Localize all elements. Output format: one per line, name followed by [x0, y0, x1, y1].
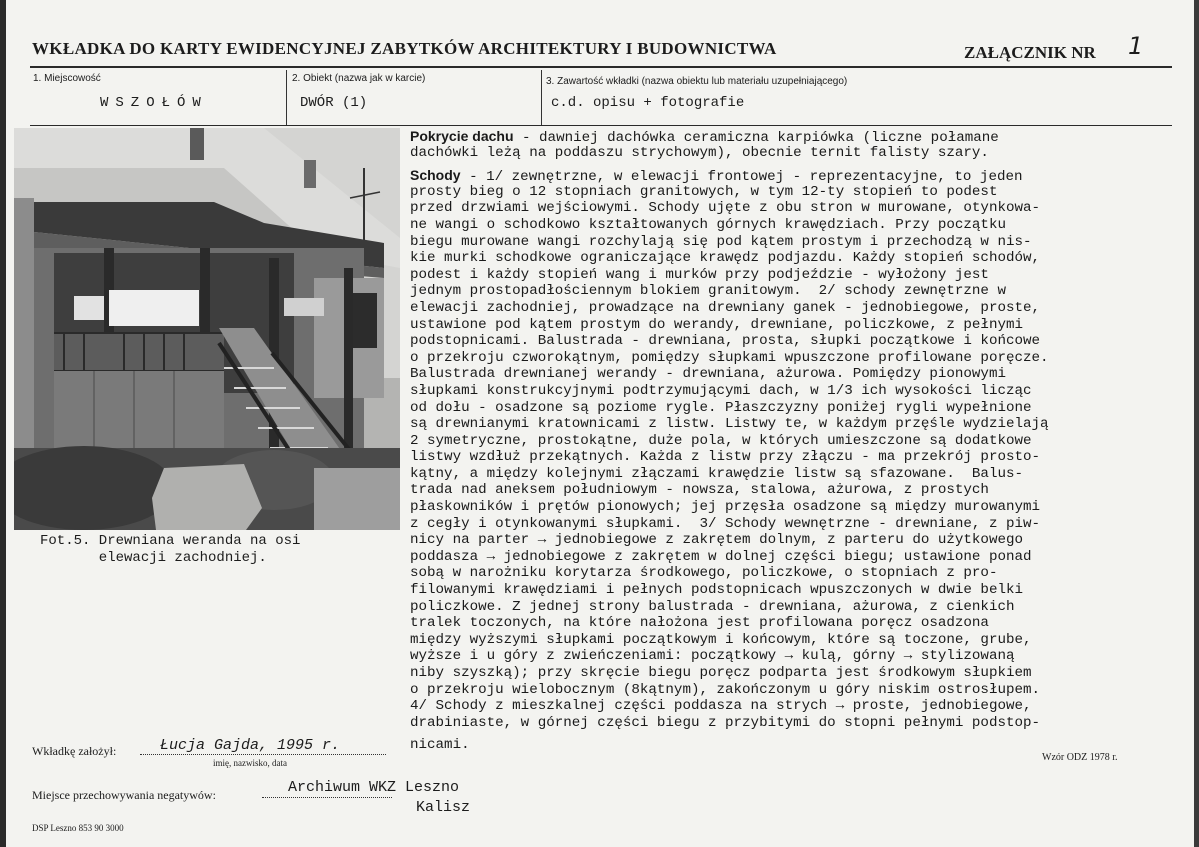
description-line-text: jednym prostopadłościennym blokiem granitowym. 2/ schody zewnętrzne w	[410, 283, 1006, 300]
description-line-text: między wyższymi słupkami początkowym i końcowym, które są toczone, grube,	[410, 631, 1032, 648]
description-line	[410, 615, 1162, 632]
description-line-text: nicami.	[410, 737, 470, 754]
description-line	[410, 366, 1162, 383]
caption-line-1: Fot.5. Drewniana weranda na osi	[40, 533, 301, 549]
description-line	[410, 200, 1162, 217]
description-line-text: - 1/ zewnętrzne, w elewacji frontowej - reprezentacyjne, to jeden	[460, 169, 1023, 186]
description-line-text: Balustrada drewnianej werandy - drewniana, ażurowa. Pomiędzy pionowymi	[410, 366, 1006, 383]
description-line-text: - dawniej dachówka ceramiczna karpiówka (liczne połamane	[513, 130, 999, 146]
contents-value: c.d. opisu + fotografie	[551, 95, 745, 111]
description-line	[410, 283, 1162, 300]
section-heading: Schody	[410, 167, 461, 184]
scan-edge-right	[1194, 0, 1199, 847]
description-line-text: od dołu - osadzone są poziome rygle. Płaszczyzny poniżej rygli wypełnione	[410, 399, 1032, 416]
description-line	[410, 698, 1162, 715]
description-line	[410, 317, 1162, 334]
form-title: WKŁADKA DO KARTY EWIDENCYJNEJ ZABYTKÓW ARCHITEKTURY I BUDOWNICTWA	[32, 39, 777, 58]
description-line-text: płaskowników i prętów pionowych; jej przęsła osadzone są między murowanymi	[410, 499, 1041, 516]
description-line	[410, 184, 1162, 201]
description-line-text: tralek toczonych, na które nałożona jest profilowana poręcz osadzona	[410, 615, 989, 632]
negatives-dotline	[262, 797, 392, 798]
description-line-text: filowanymi krawędziami i pełnych podstopnicach wpuszczonych w dwie belki	[410, 582, 1023, 599]
description-line-text: niby szyszką); przy skręcie biegu poręcz podparta jest środkowym słupkiem	[410, 665, 1032, 681]
description-line	[410, 333, 1162, 350]
description-line-text: prosty bieg o 12 stopniach granitowych, w tym 12-ty stopień to podest	[410, 183, 998, 200]
fields-rule	[30, 125, 1172, 126]
description-line-text: ustawione pod kątem prostym do werandy, drewniane, policzkowe, z pełnymi	[410, 316, 1023, 333]
prepared-value: Łucja Gajda, 1995 r.	[160, 737, 341, 754]
description-line-text: biegu murowane wangi rozchylają się pod kątem prostym i przechodzą w nis-	[410, 233, 1032, 250]
description-line	[410, 599, 1162, 616]
description-line	[410, 383, 1162, 400]
annex-number: 1	[1128, 32, 1144, 60]
description-line-text: ne wangi o schodkowo kształtowanych górnych krawędziach. Przy początku	[410, 216, 1006, 233]
description-line	[410, 350, 1162, 367]
description-line	[410, 682, 1162, 699]
description-line	[410, 300, 1162, 317]
description-line	[410, 648, 1162, 665]
description-line-text: 2 symetryczne, prostokątne, duże pola, w których umieszczone są dodatkowe	[410, 432, 1032, 449]
description-line-text: kątny, a między kolejnymi złączami krawędzie listw są sfazowane. Balus-	[410, 465, 1023, 482]
locality-value: WSZOŁÓW	[100, 95, 208, 111]
description-line	[410, 549, 1162, 566]
contents-label: 3. Zawartość wkładki (nazwa obiektu lub materiału uzupełniającego)	[546, 76, 848, 87]
description-line	[410, 482, 1162, 499]
description-line-text: o przekroju wielobocznym (8kątnym), zakończonym u góry niskim ostrosłupem.	[410, 681, 1041, 698]
description-line	[410, 499, 1162, 516]
description-line-text: z cegły i otynkowanymi słupkami. 3/ Schody wewnętrzne - drewniane, z piw-	[410, 515, 1041, 532]
prepared-label: Wkładkę założył:	[32, 744, 117, 758]
description-line-text: sobą w narożniku korytarza środkowego, policzkowe, o stopniach z pro-	[410, 565, 998, 582]
field-divider-1	[286, 70, 287, 126]
description-text	[410, 128, 1162, 754]
description-line	[410, 715, 1162, 732]
description-line-text: kie murki schodkowe ograniczające krawędz podjazdu. Każdy stopień schodów,	[410, 250, 1041, 267]
description-line	[410, 267, 1162, 284]
object-label: 2. Obiekt (nazwa jak w karcie)	[292, 73, 426, 84]
field-divider-2	[541, 70, 542, 126]
locality-label: 1. Miejscowość	[33, 73, 101, 84]
description-line	[410, 632, 1162, 649]
description-line	[410, 416, 1162, 433]
description-line-text: podstopnicami. Balustrada - drewniana, prosta, słupki początkowe i końcowe	[410, 333, 1041, 350]
caption-line-2: elewacji zachodniej.	[40, 550, 267, 566]
description-line-text: wyższe i u góry z zwieńczeniami: początkowy → kulą, górny → stylizowaną	[410, 648, 1015, 665]
description-line	[410, 128, 1162, 145]
negatives-value-line2: Kalisz	[416, 799, 471, 816]
negatives-value-line1: Archiwum WKZ Leszno	[288, 779, 460, 796]
description-line-text: nicy na parter → jednobiegowe z zakrętem dolnym, z parteru do użytkowego	[410, 532, 1023, 549]
description-line-text: podest i każdy stopień wang i murków przy podjeździe - wyłożony jest	[410, 266, 989, 283]
description-line	[410, 400, 1162, 417]
description-line-text: listwy wzdłuż przekątnych. Każda z listw przy złączu - ma przekrój prosto-	[410, 449, 1041, 466]
annex-label: ZAŁĄCZNIK NR	[964, 43, 1096, 62]
description-line	[410, 167, 1162, 184]
description-line	[410, 145, 1162, 162]
description-line-text: przed drzwiami wejściowymi. Schody ujęte z obu stron w murowane, otynkowa-	[410, 200, 1041, 217]
description-line-text: 4/ Schody z mieszkalnej części poddasza na strych → proste, jednobiegowe,	[410, 698, 1032, 715]
description-line	[410, 665, 1162, 682]
description-line	[410, 449, 1162, 466]
description-line	[410, 217, 1162, 234]
description-line-text: są drewnianymi kratownicami z listw. Listwy te, w każdym przęśle wydzielają	[410, 416, 1049, 433]
description-line	[410, 565, 1162, 582]
veranda-photo	[14, 128, 400, 530]
description-line	[410, 532, 1162, 549]
object-value: DWÓR (1)	[300, 95, 368, 111]
description-line-text: policzkowe. Z jednej strony balustrada - drewniana, ażurowa, z cienkich	[410, 598, 1015, 615]
description-line	[410, 250, 1162, 267]
prepared-dotline	[140, 754, 386, 755]
header-rule	[30, 66, 1172, 68]
description-line	[410, 516, 1162, 533]
photo-caption	[40, 533, 300, 567]
description-line	[410, 582, 1162, 599]
description-line	[410, 234, 1162, 251]
description-line-text: trada nad aneksem południowym - nowsza, stalowa, ażurowa, z prostych	[410, 482, 989, 499]
form-code: DSP Leszno 853 90 3000	[32, 823, 124, 833]
scan-edge-left	[0, 0, 6, 847]
negatives-label: Miejsce przechowywania negatywów:	[32, 788, 216, 802]
description-line	[410, 466, 1162, 483]
description-line-text: elewacji zachodniej, prowadzące na drewniany ganek - jednobiegowe, proste,	[410, 299, 1041, 316]
section-heading: Pokrycie dachu	[410, 128, 514, 144]
description-line-text: drabiniaste, w górnej części biegu z przybitymi do stopni pełnymi podstop-	[410, 714, 1041, 731]
description-line-text: o przekroju czworokątnym, pomiędzy słupkami wpuszczone profilowane poręcze.	[410, 349, 1049, 366]
form-model: Wzór ODZ 1978 r.	[1042, 752, 1118, 763]
description-line-text: poddasza → jednobiegowe z zakrętem w dolnej części biegu; ustawione ponad	[410, 548, 1032, 565]
description-line	[410, 433, 1162, 450]
prepared-hint: imię, nazwisko, data	[213, 758, 287, 768]
description-line-text: dachówki leżą na poddaszu strychowym), obecnie ternit falisty szary.	[410, 144, 989, 161]
description-line-text: słupkami konstrukcyjnymi podtrzymującymi dach, w 1/3 ich wysokości licząc	[410, 382, 1032, 399]
